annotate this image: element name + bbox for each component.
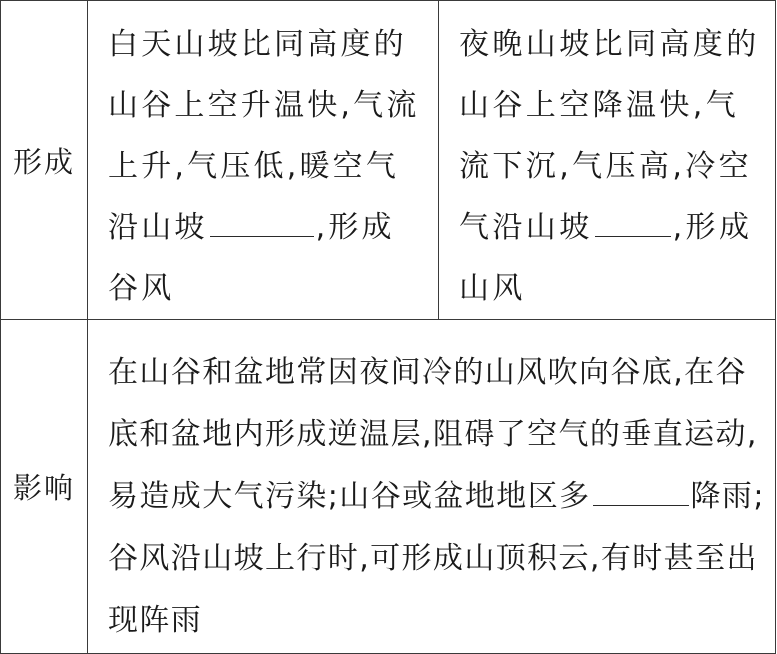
- effect-row: [1, 320, 776, 654]
- valley-wind-text-part-1: 白天山坡比同高度的山谷上空升温快,气流上升,气压低,暖空气沿山坡: [108, 27, 420, 245]
- formation-row: [1, 1, 776, 320]
- mountain-wind-text-part-1: 夜晚山坡比同高度的山谷上空降温快,气流下沉,气压高,冷空气沿山坡: [459, 27, 760, 245]
- mountain-wind-text-part-2: ,形成山风: [459, 210, 753, 306]
- effect-label-cell: [1, 320, 88, 654]
- formation-label-cell: [1, 1, 88, 320]
- valley-wind-cell: [88, 1, 439, 320]
- formation-label: 形成: [12, 144, 75, 179]
- effect-label: 影响: [12, 471, 75, 505]
- effect-text-part-1: 在山谷和盆地常因夜间冷的山风吹向谷底,在谷底和盆地内形成逆温层,阻碍了空气的垂直运动,易造成大气污染;山谷或盆地地区多: [108, 355, 758, 514]
- effect-description: [88, 320, 775, 652]
- valley-wind-text-part-2: ,形成谷风: [108, 210, 395, 306]
- valley-wind-description: [88, 1, 438, 319]
- mountain-wind-cell: [439, 1, 776, 320]
- effect-content-cell: [88, 320, 776, 654]
- valley-wind-blank[interactable]: [210, 206, 314, 237]
- mountain-wind-description: [439, 1, 775, 319]
- mountain-wind-blank[interactable]: [595, 206, 671, 237]
- precipitation-blank[interactable]: [593, 475, 689, 506]
- effect-text-part-2: 降雨;谷风沿山坡上行时,可形成山顶积云,有时甚至出现阵雨: [108, 479, 765, 638]
